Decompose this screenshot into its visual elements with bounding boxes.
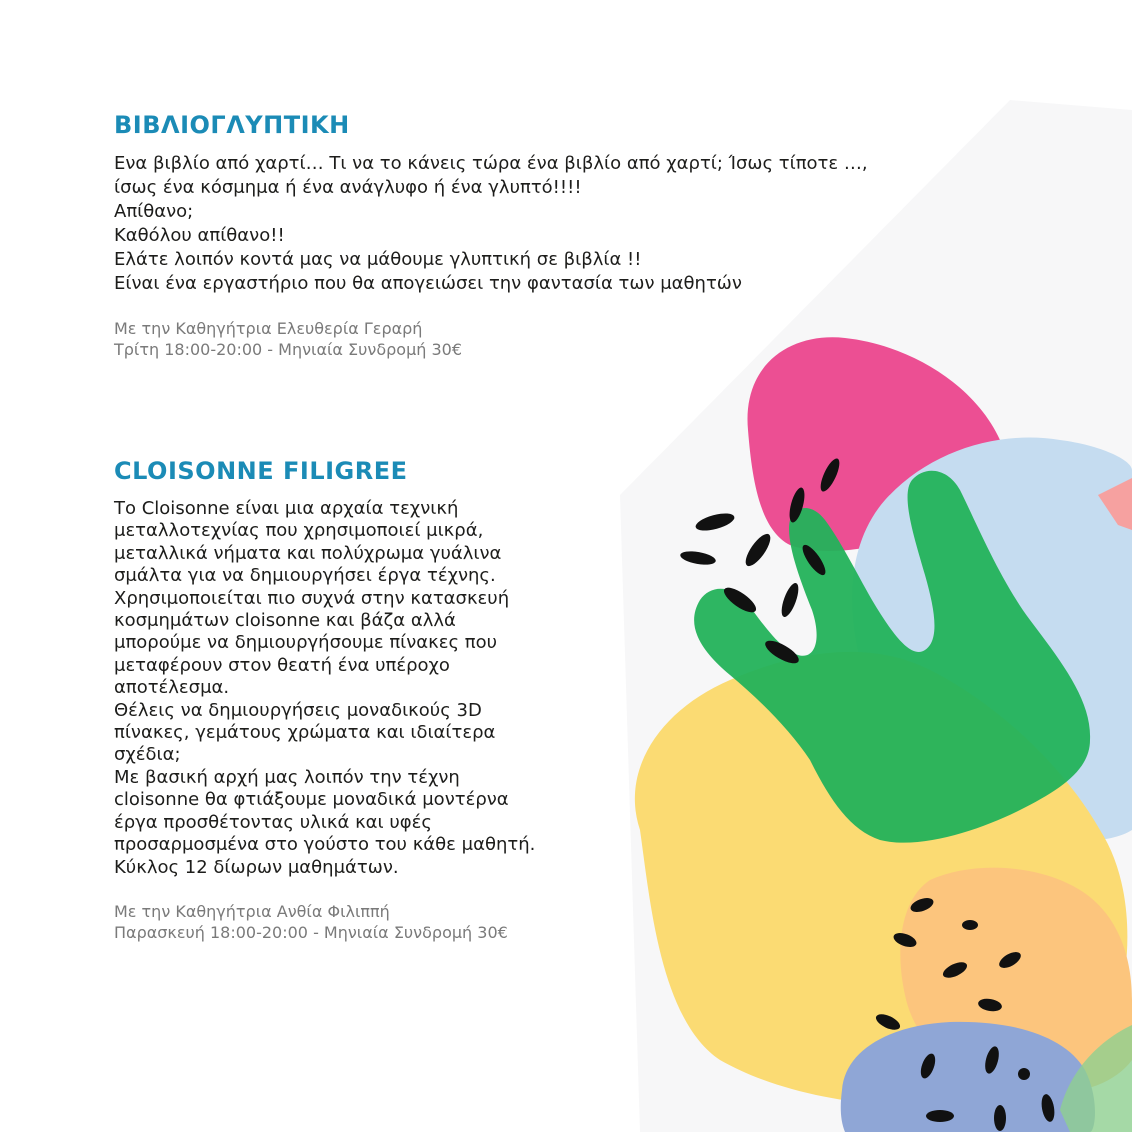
teacher-line: Με την Καθηγήτρια Ανθία Φιλιππή (114, 901, 390, 921)
description-line: Καθόλου απίθανο!! (114, 225, 285, 246)
description-line: cloisonne θα φτιάξουμε μοναδικά μοντέρνα (114, 789, 509, 811)
section-description (114, 498, 594, 879)
description-line: μεταλλοτεχνίας που χρησιμοποιεί μικρά, (114, 520, 484, 542)
section-meta (114, 901, 594, 943)
teacher-line: Με την Καθηγήτρια Ελευθερία Γεραρή (114, 319, 423, 338)
schedule-line: Τρίτη 18:00-20:00 - Μηνιαία Συνδρομή 30€ (114, 340, 463, 359)
description-line: έργα προσθέτοντας υλικά και υφές (114, 811, 432, 833)
description-line: μπορούμε να δημιουργήσουμε πίνακες που (114, 632, 498, 654)
description-line: μεταφέρουν στον θεατή ένα υπέροχο (114, 654, 450, 676)
section-description (114, 152, 944, 296)
description-line: πίνακες, γεμάτους χρώματα και ιδιαίτερα (114, 722, 496, 744)
section-meta (114, 318, 944, 360)
section-title: ΒΙΒΛΙΟΓΛΥΠΤΙΚΗ (114, 111, 350, 139)
description-line: Ενα βιβλίο από χαρτί… Τι να το κάνεις τώρα ένα βιβλίο από χαρτί; Ίσως τίποτε …, (114, 153, 868, 174)
section-title: CLOISONNE FILIGREE (114, 457, 408, 485)
description-line: Θέλεις να δημιουργήσεις μοναδικούς 3D (114, 699, 482, 721)
description-line: μεταλλικά νήματα και πολύχρωμα γυάλινα (114, 542, 502, 564)
description-line: προσαρμοσμένα στο γούστο του κάθε μαθητή. (114, 834, 536, 856)
description-line: αποτέλεσμα. (114, 677, 230, 699)
description-line: ίσως ένα κόσμημα ή ένα ανάγλυφο ή ένα γλυπτό!!!! (114, 177, 582, 198)
description-line: κοσμημάτων cloisonne και βάζα αλλά (114, 610, 456, 632)
section-cloisonne-filigree (114, 454, 594, 943)
description-line: Χρησιμοποιείται πιο συχνά στην κατασκευή (114, 587, 510, 609)
description-line: Απίθανο; (114, 201, 194, 222)
description-line: Ελάτε λοιπόν κοντά μας να μάθουμε γλυπτική σε βιβλία !! (114, 249, 642, 270)
description-line: σμάλτα για να δημιουργήσει έργα τέχνης. (114, 565, 496, 587)
description-line: Είναι ένα εργαστήριο που θα απογειώσει την φαντασία των μαθητών (114, 273, 742, 294)
description-line: Κύκλος 12 δίωρων μαθημάτων. (114, 856, 399, 878)
description-line: Το Cloisonne είναι μια αρχαία τεχνική (114, 498, 459, 519)
description-line: σχέδια; (114, 744, 181, 766)
description-line: Με βασική αρχή μας λοιπόν την τέχνη (114, 766, 460, 788)
schedule-line: Παρασκευή 18:00-20:00 - Μηνιαία Συνδρομή 30€ (114, 922, 508, 942)
section-bibliogluptiki (114, 108, 944, 360)
